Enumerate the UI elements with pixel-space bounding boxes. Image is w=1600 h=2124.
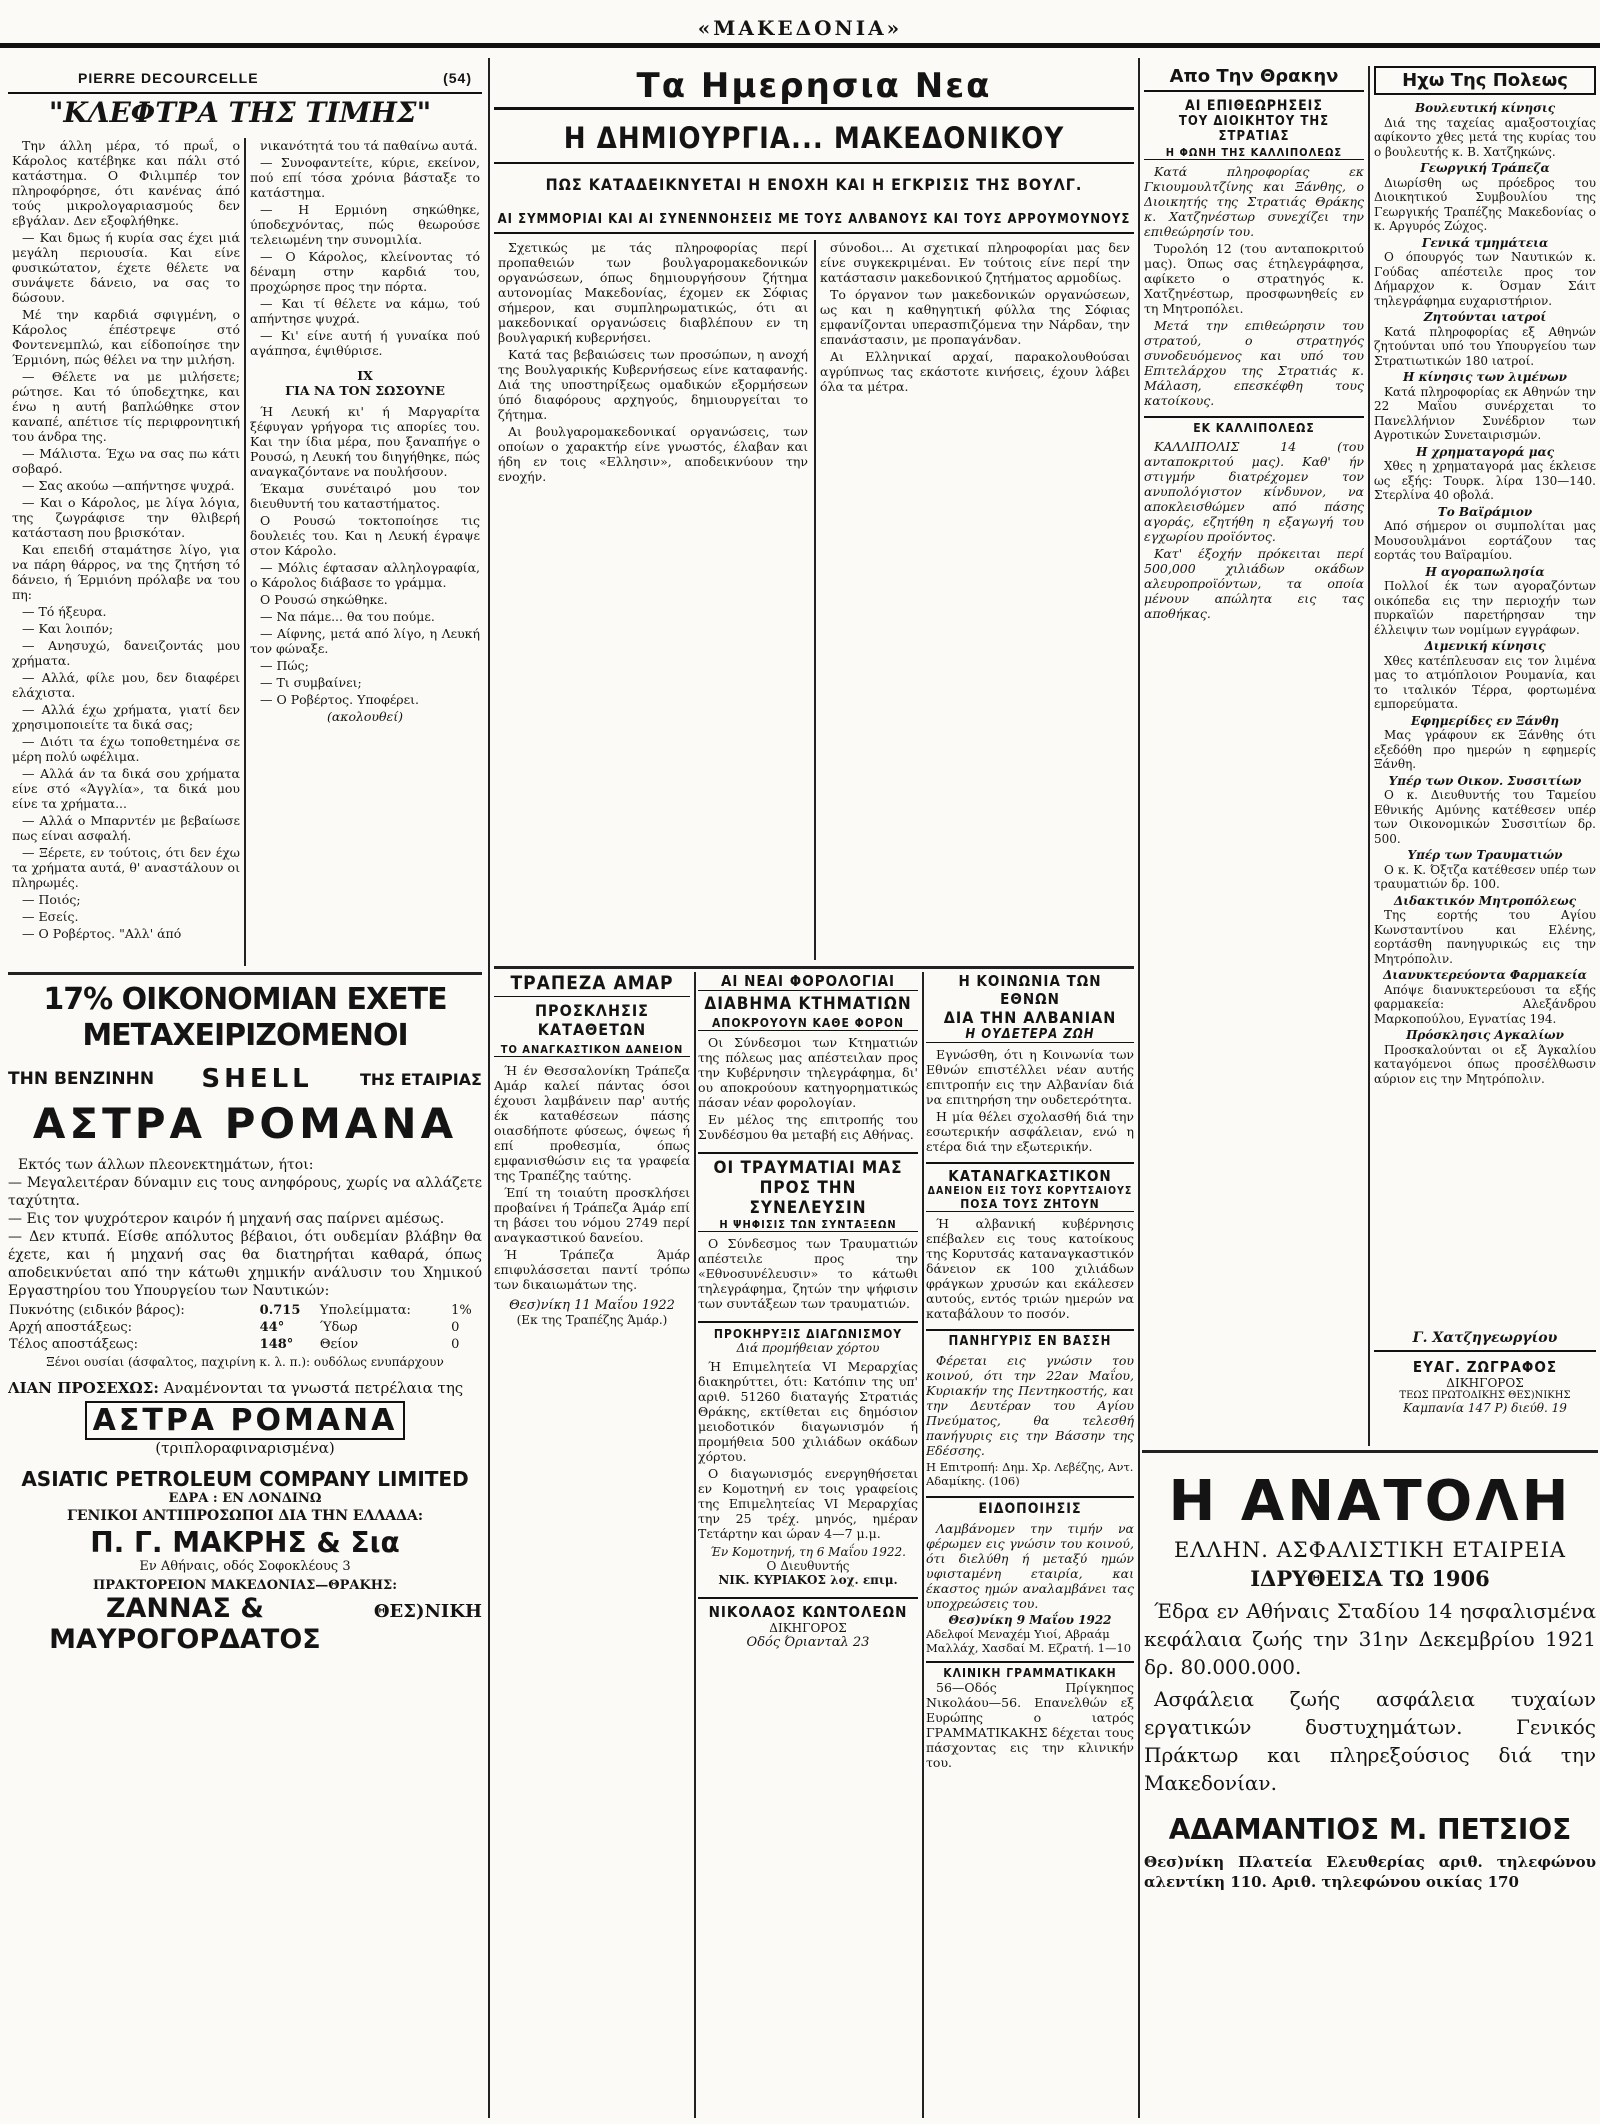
shell-caution-text: Αναμένονται τα γνωστά πετρέλαια της (163, 1379, 464, 1397)
poleos-item (1374, 848, 1596, 892)
anatoli-sub: ΕΛΛΗΝ. ΑΣΦΑΛΙΣΤΙΚΗ ΕΤΑΙΡΕΙΑ (1173, 1538, 1567, 1562)
serial-para: Και επειδή σταμάτησε λίγο, για να πάρη θάρρος, να της ζητήση τό δάνειο, ή Έρμιόνη πρόλαβε να του πη: (12, 542, 240, 602)
shell-office: ΖΑΝΝΑΣ & ΜΑΥΡΟΓΟΡΔΑΤΟΣ (49, 1593, 321, 1655)
anatoli-text-2: Ασφάλεια ζωής ασφάλεια τυχαίων εργατικών δυστυχημάτων. Γενικός Πράκτωρ και πληρεξούσιος διά την Μακεδονίαν. (1144, 1687, 1596, 1795)
poleos-item-text: Κατά πληροφορίας εξ Αθηνών ζητούνται υπό του Υπουργείου των Στρατιωτικών 180 ιατροί. (1374, 324, 1596, 368)
serial-para: Ή Λευκή κι' ή Μαργαρίτα ξέφυγαν γρήγορα τις απορίες του. Και την ίδια μέρα, που ξαναπήγε ο Ρουσώ, η Λευκή του διηγήθηκε, πώς αναγκαζόντανε να πουλήσουν. (250, 404, 480, 479)
zografos-address: Καμπανία 147 Ρ) διεύθ. 19 (1403, 1401, 1567, 1415)
to-be-continued: (ακολουθεί) (326, 709, 404, 724)
kliniki-title: ΚΛΙΝΙΚΗ ΓΡΑΜΜΑΤΙΚΑΚΗ (926, 1661, 1134, 1680)
traumatiai-sub: ΠΡΟΣ ΤΗΝ ΣΥΝΕΛΕΥΣΙΝ (749, 1178, 867, 1218)
section-rule (494, 966, 1134, 969)
traumatiai-para: Ο Σύνδεσμος των Τραυματιών απέστειλε προς την «Εθνοσυνέλευσιν» το κάτωθι τηλεγράφημα, ζητών την ψήφισιν των συντάξεων των τραυματιών. (698, 1236, 918, 1311)
shell-product: ΑΣΤΡΑ ΡΟΜΑΝΑ (32, 1099, 458, 1148)
serial-number: (54) (443, 70, 472, 86)
serial-para: — Ο Κάρολος, κλείνοντας τό δέναμη στην καρδιά του, προχώρησε προς την πόρτα. (250, 249, 480, 294)
eidopoiisis-body (926, 1521, 1134, 1611)
serial-para: — Αλλά, φίλε μου, δεν διαφέρει ελάχιστα. (12, 670, 240, 700)
forologiai-para: Οι Σύνδεσμοι των Κτηματιών της πόλεως μας απέστειλαν προς την Κυβέρνησιν τηλεγράφημα, δι' ου αποκρούουν κατηγορηματικώς πάσαν νέαν φορολογίαν. (698, 1035, 918, 1110)
lawyer-address: Οδός Όριανταλ 23 (746, 1635, 870, 1650)
forologiai-sub-2: ΑΠΟΚΡΟΥΟΥΝ ΚΑΘΕ ΦΟΡΟΝ (698, 1016, 918, 1031)
serial-col-2 (250, 138, 480, 966)
serial-para: — Ο Ροβέρτος. "Αλλ' άπό (22, 926, 182, 941)
serial-para: — Και τί θέλετε να κάμω, τού απήντησε ψυχρά. (250, 296, 480, 326)
diagonismos-para: Ο διαγωνισμός ενεργηθήσεται εν Κομοτηνή εν τοις γραφείοις της Επιμελητείας VI Μεραρχίας την 25 τρέχ. μηνός, ημέραν Τετάρτην και ώραν 4—7 μ.μ. (698, 1466, 918, 1541)
table-row (8, 1319, 482, 1336)
trapeza-sub: ΠΡΟΣΚΛΗΣΙΣ ΚΑΤΑΘΕΤΩΝ (534, 1001, 650, 1039)
serial-para: Μέ την καρδιά σφιγμένη, ο Κάρολος έπέστρεψε στό Φοντενεμπλώ, και είδοποίησε την Έρμιόνη, πώς θέλει να την μιλήση. (12, 307, 240, 367)
poleos-item (1374, 1028, 1596, 1086)
forologiai-sub: ΔΙΑΒΗΜΑ ΚΤΗΜΑΤΙΩΝ (704, 994, 912, 1014)
poleos-item-heading: Διμενική κίνησις (1424, 639, 1546, 653)
poleos-items (1374, 101, 1596, 1086)
thraki-body (1144, 164, 1364, 408)
table-cell: Ύδωρ (319, 1320, 358, 1335)
poleos-item-heading: Εφημερίδες εν Ξάνθη (1411, 713, 1559, 728)
poleos-footer (1374, 1330, 1596, 1446)
shell-bullet: — Δεν κτυπά. Είσθε απόλυτος βέβαιοι, ότι ουδεμίαν βλάβην θα έχετε, και ή μηχανή σας θα διατηρήται καθαρά, όπως αποδεικνύεται από την κάτωθι χημικήν ανάλυσιν του Χημικού Εργαστηρίου του Υπουργείου των Ναυτικών: (8, 1229, 482, 1299)
news-subheadline-2: ΑΙ ΣΥΜΜΟΡΙΑΙ ΚΑΙ ΑΙ ΣΥΝΕΝΝΟΗΣΕΙΣ ΜΕ ΤΟΥΣ ΑΛΒΑΝΟΥΣ ΚΑΙ ΤΟΥΣ ΑΡΡΟΥΜΟΥΝΟΥΣ (494, 208, 1134, 234)
poleos-sign: Γ. Χατζηγεωργίου (1374, 1330, 1596, 1352)
diagonismos-title: ΠΡΟΚΗΡΥΞΙΣ ΔΙΑΓΩΝΙΣΜΟΥ (698, 1321, 918, 1341)
newspaper-title: «ΜΑΚΕΔΟΝΙΑ» (697, 16, 903, 40)
table-row (8, 1302, 482, 1319)
forologiai-article (698, 972, 918, 2118)
trapeza-title: ΤΡΑΠΕΖΑ ΑΜΑΡ (494, 972, 690, 997)
news-body-right (820, 240, 1130, 960)
poleos-item (1374, 101, 1596, 159)
section-rule (8, 972, 482, 975)
masthead (0, 0, 1600, 48)
poleos-item (1374, 639, 1596, 712)
serial-col-1 (12, 138, 240, 966)
poleos-item (1374, 161, 1596, 234)
poleos-item-heading: Υπέρ των Τραυματιών (1407, 848, 1563, 862)
poleos-item-heading: Διδακτικόν Μητροπόλεως (1393, 893, 1577, 908)
diagonismos-para: Ή Επιμελητεία VI Μεραρχίας διακηρύττει, ότι: Κατόπιν της υπ' αριθ. 51260 διαταγής Στρατιάς Θράκης, εκτίθεται εις δημόσιον μειοδοτικόν διαγωνισμόν ή προμήθεια 500 χιλιάδων οκάδων χόρτου. (698, 1359, 918, 1464)
news-para: Αι βουλγαρομακεδονικαί οργανώσεις, των οποίων ο χαρακτήρ είνε γνωστός, έλαβαν και ήδη εν τοις «Ελλησιν», αποδεικνύουν την ενοχήν. (498, 424, 808, 484)
poleos-item-text: Ο κ. Κ. Όξτζα κατέθεσεν υπέρ των τραυματιών δρ. 100. (1374, 862, 1596, 891)
poleos-item-text: Απόψε διανυκτερεύουσι τα εξής φαρμακεία: Αλεξάνδρου Μαρκοπούλου, Εγνατίας 194. (1374, 982, 1596, 1026)
thraki-section (1144, 66, 1364, 1446)
poleos-item-heading: Γενικά τμημάτεια (1421, 235, 1549, 250)
kallipolis-title: ΕΚ ΚΑΛΛΙΠΟΛΕΩΣ (1144, 416, 1364, 435)
shell-bullet: — Μεγαλειτέραν δύναμιν εις τους ανηφόρους, χωρίς να αλλάζετε ταχύτητα. (8, 1175, 482, 1209)
traumatiai-sub-2: Η ΨΗΦΙΣΙΣ ΤΩΝ ΣΥΝΤΑΞΕΩΝ (698, 1218, 918, 1232)
serial-para: Ο Ρουσώ σηκώθηκε. (260, 592, 388, 607)
zografos-name: ΕΥΑΓ. ΖΩΓΡΑΦΟΣ (1412, 1358, 1558, 1376)
column-divider (814, 240, 816, 960)
panigyris-sign: Η Επιτροπή: Δημ. Χρ. Λεβέζης, Αντ. Αδαμίκης. (106) (926, 1460, 1134, 1488)
shell-office-label: ΠΡΑΚΤΟΡΕΙΟΝ ΜΑΚΕΔΟΝΙΑΣ—ΘΡΑΚΗΣ: (92, 1578, 398, 1593)
eidopoiisis-title: ΕΙΔΟΠΟΙΗΣΙΣ (926, 1496, 1134, 1517)
table-cell: Θείον (319, 1337, 359, 1352)
serial-para: Ο Ρουσώ τοκτοποίησε τις δουλειές του. Και η Λευκή έγραψε στον Κάρολο. (250, 513, 480, 558)
kallipolis-body (1144, 439, 1364, 621)
shell-bullet: — Εις τον ψυχρότερον καιρόν ή μηχανή σας παίρνει αμέσως. (8, 1211, 445, 1227)
koinonia-title: Η ΚΟΙΝΩΝΙΑ ΤΩΝ ΕΘΝΩΝ (958, 972, 1102, 1008)
poleos-item-heading: Το Βαϊράμιον (1437, 504, 1533, 519)
shell-left-label: ΤΗΝ ΒΕΝΖΙΝΗΝ (8, 1069, 155, 1089)
shell-other: Ξένοι ουσίαι (άσφαλτος, παχιρίνη κ. λ. π.): ουδόλως ενυπάρχουν (46, 1355, 444, 1369)
table-cell: Τέλος αποστάξεως: (9, 1337, 139, 1352)
koinonia-body (926, 1047, 1134, 1154)
katanagkastikon-sub: ΔΑΝΕΙΟΝ ΕΙΣ ΤΟΥΣ ΚΟΡΥΤΣΑΙΟΥΣ (927, 1185, 1133, 1197)
shell-product2-note: (τριπλοραφιναρισμένα) (155, 1439, 335, 1457)
serial-para: — Ξέρετε, εν τούτοις, ότι δεν έχω τα χρήματα αυτά, θ' αναστάλουν οι πληρωμές. (12, 845, 240, 890)
trapeza-article (494, 972, 690, 2118)
poleos-item-heading: Βουλευτική κίνησις (1414, 101, 1556, 115)
kallipolis-para: Κατ' έξοχήν πρόκειται περί 500,000 χιλιάδων οκάδων αλευροπροϊόντων, τα οποία μένουν απώλητα εις τας αποθήκας. (1144, 546, 1364, 621)
katanagkastikon-body (926, 1216, 1134, 1321)
eidopoiisis-sign: Αδελφοί Μεναχέμ Υιοί, Αβραάμ Μαλλάχ, Χασδαί Μ. Εζρατή. 1—10 (926, 1627, 1132, 1655)
column-divider (1368, 66, 1370, 1446)
serial-para: — Εσείς. (22, 909, 79, 924)
table-cell: 44° (259, 1320, 285, 1335)
table-cell: 1% (451, 1303, 472, 1318)
thraki-title: ΑΙ ΕΠΙΘΕΩΡΗΣΕΙΣ (1185, 98, 1323, 114)
news-para: σύνοδοι... Αι σχετικαί πληροφορίαι μας δεν είνε συγκεκριμέναι. Εν τούτοις είνε περί την κατάστασιν μακεδονικού ζητήματος αρμοδίως. (820, 240, 1130, 285)
kallipolis-para: ΚΑΛΛΙΠΟΛΙΣ 14 (του ανταποκριτού μας). Καθ' ήν στιγμήν διατρέχομεν τον ανυπολόγιστον κίνδυνον, να αποκλεισθώμεν από πάσης αγοράς, εζητήθη η εξαγωγή του εγχωρίου προϊόντος. (1144, 439, 1364, 544)
panigyris-title: ΠΑΝΗΓΥΡΙΣ ΕΝ ΒΑΣΣΗ (926, 1329, 1134, 1349)
poleos-item-heading: Η χρηματαγορά μας (1415, 444, 1555, 459)
table-cell: Πυκνότης (ειδικόν βάρος): (9, 1303, 185, 1318)
kliniki-body (926, 1680, 1134, 1770)
shell-caution-label: ΛΙΑΝ ΠΡΟΣΕΧΩΣ: (8, 1379, 159, 1397)
poleos-item (1374, 565, 1596, 638)
column-divider (1138, 58, 1140, 2118)
trapeza-body (494, 1063, 690, 1292)
table-row (8, 1336, 482, 1353)
shell-ad (8, 978, 482, 2118)
anatoli-title: Η ΑΝΑΤΟΛΗ (1168, 1469, 1572, 1534)
poleos-item-text: Διά της ταχείας αμαξοστοιχίας αφίκοντο χθες μετά της κυρίας του ο βουλευτής κ. Β. Χατζηκώνς. (1374, 115, 1596, 159)
shell-seat: ΕΔΡΑ : ΕΝ ΛΟΝΔΙΝΩ (168, 1491, 322, 1506)
koinonia-sub-2: Η ΟΥΔΕΤΕΡΑ ΖΩΗ (926, 1027, 1134, 1043)
poleos-item-text: Προσκαλούνται οι εξ Άγκαλίου καταγόμενοι όπως προσέλθωσιν αύριον εις την Μητρόπολιν. (1374, 1042, 1596, 1086)
serial-para: — Κι' είνε αυτή ή γυναίκα πού αγάπησα, έψιθύρισε. (250, 328, 480, 358)
thraki-sub-2: Η ΦΩΝΗ ΤΗΣ ΚΑΛΛΙΠΟΛΕΩΣ (1144, 146, 1364, 160)
koinonia-para: Η μία θέλει σχολασθή διά την εσωτερικήν ασφάλειαν, ενώ η ετέρα διά την εξωτερικήν. (926, 1109, 1134, 1154)
poleos-item-text: Από σήμερον οι συμπολίται μας Μουσουλμάνοι εορτάζουν τας εορτάς του Βαϊραμίου. (1374, 519, 1596, 562)
anatoli-founded: ΙΔΡΥΘΕΙΣΑ ΤΩ 1906 (1250, 1566, 1490, 1591)
serial-para: — Τό ήξευρα. (22, 604, 107, 619)
shell-headline: 17% ΟΙΚΟΝΟΜΙΑΝ ΕΧΕΤΕ ΜΕΤΑΧΕΙΡΙΖΟΜΕΝΟΙ (43, 982, 447, 1053)
poleos-banner: Ηχω Της Πολεως (1374, 66, 1596, 95)
column-divider (922, 972, 924, 2118)
shell-agents-label: ΓΕΝΙΚΟΙ ΑΝΤΙΠΡΟΣΩΠΟΙ ΔΙΑ ΤΗΝ ΕΛΛΑΔΑ: (66, 1508, 424, 1524)
news-subheadline: ΠΩΣ ΚΑΤΑΔΕΙΚΝΥΕΤΑΙ Η ΕΝΟΧΗ ΚΑΙ Η ΕΓΚΡΙΣΙΣ ΤΗΣ ΒΟΥΛΓ. (545, 175, 1083, 194)
poleos-item (1374, 310, 1596, 368)
shell-intro: Εκτός των άλλων πλεονεκτημάτων, ήτοι: (18, 1157, 314, 1173)
katanagkastikon-para: Ή αλβανική κυβέρνησις επέβαλεν εις τους κατοίκους της Κορυτσάς καταναγκαστικόν δάνειον εκ 100 χιλιάδων φράγκων χρυσών και εκάλεσεν αυτούς, εντός τριών ημερών να καταβάλουν το ποσόν. (926, 1216, 1134, 1321)
column-divider (488, 58, 490, 2118)
news-headline: Η ΔΗΜΙΟΥΡΓΙΑ... ΜΑΚΕΔΟΝΙΚΟΥ (494, 116, 1134, 164)
poleos-item (1374, 505, 1596, 563)
poleos-item (1374, 370, 1596, 443)
shell-body (8, 1156, 482, 1300)
serial-para: — Ανησυχώ, δανειζοντάς μου χρήματα. (12, 638, 240, 668)
diagonismos-sub: Διά προμήθειαν χόρτου (736, 1341, 880, 1355)
table-cell: 0 (451, 1320, 460, 1335)
shell-analysis-table (8, 1302, 482, 1353)
panigyris-para: Φέρεται εις γνώσιν του κοινού, ότι την 22αν Μαΐου, Κυριακήν της Πεντηκοστής, και την Δευτέραν του Αγίου Πνεύματος, θα τελεσθή πανήγυρις εις την Βάσσην της Εδέσσης. (926, 1353, 1134, 1458)
serial-para: — Αίφνης, μετά από λίγο, η Λευκή τον φώναξε. (250, 626, 480, 656)
zografos-role: ΔΙΚΗΓΟΡΟΣ (1446, 1376, 1524, 1390)
shell-right-label: ΤΗΣ ΕΤΑΙΡΙΑΣ (360, 1069, 482, 1089)
shell-caution (8, 1379, 482, 1397)
poleos-item-text: Ο κ. Διευθυντής του Ταμείου Εθνικής Αμύνης κατέθεσεν υπέρ των Οικονομικών Συσσιτίων δρ. 500. (1374, 788, 1596, 846)
poleos-item (1374, 894, 1596, 967)
poleos-item-text: Πολλοί έκ των αγοραζόντων οικόπεδα εις την περιοχήν των πυρκαϊών παρετήρησαν την έλλειψιν των νομίμων εγγράφων. (1374, 579, 1596, 637)
table-cell: 0 (451, 1337, 460, 1352)
koinonia-article (926, 972, 1134, 2118)
table-cell: Αρχή αποστάξεως: (9, 1320, 132, 1335)
koinonia-para: Εγνώσθη, ότι η Κοινωνία των Εθνών επιστέλλει νέαν αυτής επιτροπήν εις την Αλβανίαν διά να επιτηρήση την ουδετερότητα. (926, 1047, 1134, 1107)
anatoli-text-1: Έδρα εν Αθήναις Σταδίου 14 ησφαλισμένα κεφάλαια ζωής την 31ην Δεκεμβρίου 1921 δρ. 80.000.000. (1144, 1599, 1596, 1679)
diagonismos-sign-name: ΝΙΚ. ΚΥΡΙΑΚΟΣ λοχ. επιμ. (718, 1573, 898, 1587)
poleos-item (1374, 445, 1596, 503)
trapeza-para: Έπί τη τοιαύτη προσκλήσει προβαίνει ή Τράπεζα Άμάρ επί τη βάσει του νόμου 2749 περί αναγκαστικού δανείου. (494, 1185, 690, 1245)
poleos-item-text: Μας γράφουν εκ Ξάνθης ότι εξεδόθη προ ημερών η εφημερίς Ξάνθη. (1374, 728, 1596, 771)
thraki-banner: Απο Την Θρακην (1144, 66, 1364, 92)
chapter-title: ΓΙΑ ΝΑ ΤΟΝ ΣΩΣΟΥΝΕ (285, 383, 445, 398)
serial-para: Έκαμα συνέταιρό μου τον διευθυντή του καταστήματος. (250, 481, 480, 511)
serial-header (8, 66, 482, 94)
poleos-section (1374, 66, 1596, 1446)
katanagkastikon-sub-2: ΠΟΣΑ ΤΟΥΣ ΖΗΤΟΥΝ (926, 1197, 1134, 1212)
news-para: Αι Ελληνικαί αρχαί, παρακολουθούσαι αγρύπνως τας εκάστοτε κινήσεις, έχουν λάβει όλα τα μέτρα. (820, 349, 1130, 394)
diagonismos-sign: Ο Διευθυντής (766, 1559, 850, 1573)
serial-title: "ΚΛΕΦΤΡΑ ΤΗΣ ΤΙΜΗΣ" (48, 96, 432, 129)
trapeza-date: Θεσ)νίκη 11 Μαΐου 1922 (509, 1298, 675, 1313)
news-para: Το όργανον των μακεδονικών οργανώσεων, ως και η καθηγητική φύλλα της Σόφιας εμφανίζονται υπερασπιζόμενα την Νάρδαν, την επανάστασιν, με προπαγάνδαν. (820, 287, 1130, 347)
panigyris-body (926, 1353, 1134, 1458)
poleos-item-text: Ο όπουργός των Ναυτικών κ. Γούδας απέστειλε προς τον Δήμαρχον κ. Όσμαν Σάιτ τηλεγράφημα ευχαριστήριον. (1374, 250, 1596, 308)
poleos-item-text: Χθες η χρηματαγορά μας έκλεισε ως εξής: Τουρκ. λίρα 130—140. Στερλίνα 40 οβολά. (1374, 459, 1596, 502)
shell-product2: ΑΣΤΡΑ ΡΟΜΑΝΑ (85, 1401, 406, 1440)
serial-para: — Διότι τα έχω τοποθετημένα σε μέρη πολύ ωφέλιμα. (12, 734, 240, 764)
serial-para: — Να πάμε... θα του πούμε. (260, 609, 435, 624)
eidopoiisis-para: Λαμβάνομεν την τιμήν να φέρωμεν εις γνώσιν του κοινού, ότι διελύθη ή μεταξύ ημών υφισταμένη εταιρία, και έκαστος ημών αναλαμβάνει τας υποχρεώσεις του. (926, 1521, 1134, 1611)
thraki-para: Μετά την επιθεώρησιν του στρατού, ο στρατηγός συνοδευόμενος και υπό του Επιτελάρχου της Στρατιάς κ. Μάλαση, επεσκέφθη τους κατοίκους. (1144, 318, 1364, 408)
serial-para: — Τι συμβαίνει; (260, 675, 362, 690)
serial-para: — Μόλις έφτασαν αλληλογραφία, ο Κάρολος διάβασε το γράμμα. (250, 560, 480, 590)
poleos-item-heading: Διανυκτερεύοντα Φαρμακεία (1383, 968, 1587, 982)
shell-product2-row (8, 1403, 482, 1457)
poleos-item (1374, 774, 1596, 847)
diagonismos-body (698, 1359, 918, 1541)
anatoli-ad (1144, 1456, 1596, 2118)
anatoli-address: Θεσ)νίκη Πλατεία Ελευθερίας αριθ. τηλεφώνου αλεντίκη 110. Αριθ. τηλεφώνου οικίας 170 (1144, 1853, 1596, 1891)
serial-para: νικανότητά του τά παθαίνω αυτά. (260, 138, 478, 153)
poleos-item-text: Της εορτής του Αγίου Κωνσταντίνου και Ελένης, εορτάσθη πανηγυρικώς εις την Μητρόπολιν. (1374, 908, 1596, 966)
koinonia-sub: ΔΙΑ ΤΗΝ ΑΛΒΑΝΙΑΝ (943, 1008, 1117, 1027)
table-cell: 148° (259, 1337, 294, 1352)
section-rule (1142, 1450, 1598, 1453)
column-divider (244, 138, 246, 966)
news-para: Κατά τας βεβαιώσεις των προσώπων, η ανοχή της Βουλγαρικής Κυβερνήσεως είνε καταφανής. Διά της υποστηρίξεως ομαδικών εξορμήσεων ύπό διαφόρους αρχηγούς, δημιουργείται το ζήτημα. (498, 347, 808, 422)
trapeza-para: Ή Τράπεζα Άμάρ επιφυλάσσεται παντί τρόπω των δικαιωμάτων της. (494, 1247, 690, 1292)
poleos-item-text: Χθες κατέπλευσαν εις τον λιμένα μας το ατμόπλοιον Ρουμανία, και το ιταλικόν Τέρρα, φορτωμένα εμπορεύματα. (1374, 653, 1596, 711)
trapeza-para: Ή έν Θεσσαλονίκη Τράπεζα Αμάρ καλεί πάντας όσοι έχουσι λαμβάνειν παρ' αυτής έκ καταθέσεων πάσης οιασδήποτε φύσεως, όψεως ή επί προθεσμία, όπως εμφανισθώσιν εις τα γραφεία της Τραπέζης ταύτης. (494, 1063, 690, 1183)
trapeza-sub-2: ΤΟ ΑΝΑΓΚΑΣΤΙΚΟΝ ΔΑΝΕΙΟΝ (494, 1043, 690, 1057)
serial-para: — Αλλά ο Μπαρντέν με βεβαίωσε πως είναι ασφαλή. (12, 813, 240, 843)
poleos-item-heading: Πρόσκλησις Αγκαλίων (1406, 1028, 1564, 1042)
shell-brand: SHELL (201, 1064, 313, 1094)
forologiai-body (698, 1035, 918, 1142)
shell-office-city: ΘΕΣ)ΝΙΚΗ (373, 1601, 482, 1622)
news-body-left (498, 240, 808, 960)
traumatiai-title: ΟΙ ΤΡΑΥΜΑΤΙΑΙ ΜΑΣ (698, 1152, 918, 1178)
serial-para: Την άλλη μέρα, τό πρωΐ, ο Κάρολος κατέβηκε και πάλι στό κατάστημα. Ο Φιλιμπέρ τον πληροφόρησε, ότι κανένας άπό τούς μικρολογαριασμούς δεν εβγάλαν. Δεν εξοφλήθηκε. (12, 138, 240, 228)
poleos-item-text: Διωρίσθη ως πρόεδρος του Διοικητικού Συμβουλίου της Γεωργικής Τραπέζης Μακεδονίας ο κ. Αργυρός Ζώχος. (1374, 175, 1596, 233)
shell-company: ASIATIC PETROLEUM COMPANY LIMITED (21, 1467, 469, 1491)
poleos-item (1374, 968, 1596, 1026)
news-banner: Τα Ημερησια Νεα (494, 66, 1134, 110)
poleos-item-heading: Υπέρ των Οικον. Συσσιτίων (1388, 773, 1582, 788)
eidopoiisis-date: Θεσ)νίκη 9 Μαΐου 1922 (948, 1613, 1112, 1627)
diagonismos-place-date: Έν Κομοτηνή, τη 6 Μαΐου 1922. (710, 1545, 906, 1559)
forologiai-para: Εν μέλος της επιτροπής του Συνδέσμου θα μεταβή εις Αθήνας. (698, 1112, 918, 1142)
trapeza-sign: (Εκ της Τραπέζης Άμάρ.) (516, 1313, 668, 1327)
serial-para: — Θέλετε να με μιλήσετε; ρώτησε. Και τό ύποδεχτηκε, και ένω η αυτή βαπλώθηκε στον καναπέ, απέτισε τίς περιφρονητική του άνδρα της. (12, 369, 240, 444)
poleos-item-text: Κατά πληροφορίας εκ Αθηνών την 22 Μαΐου συνέρχεται το Πανελλήνιον Συνέδριον των Αγροτικών Συνεταιρισμών. (1374, 384, 1596, 442)
lawyer-box (698, 1597, 918, 1650)
serial-para: — Και δμως ή κυρία σας έχει μιά μεγάλη περιουσία. Και είνε φυσικώτατον, έχετε θέλετε να συνάψετε δάνειο, να σας το δώσουν. (12, 230, 240, 305)
serial-author: PIERRE DECOURCELLE (78, 70, 259, 86)
serial-para: — Συνοφαντείτε, κύριε, εκείνον, πού επί τόσα χρόνια βάσταξε το κατάστημα. (250, 155, 480, 200)
serial-para: — Ο Ροβέρτος. Υποφέρει. (260, 692, 419, 707)
poleos-item (1374, 236, 1596, 309)
table-cell: 0.715 (259, 1303, 301, 1318)
zografos-prev: ΤΕΩΣ ΠΡΩΤΟΔΙΚΗΣ ΘΕΣ)ΝΙΚΗΣ (1399, 1390, 1571, 1401)
kliniki-para: 56—Οδός Πρίγκηπος Νικολάου—56. Επανελθών εξ Ευρώπης ο ιατρός ΓΡΑΜΜΑΤΙΚΑΚΗΣ δέχεται τους πάσχοντας εις την κλινικήν του. (926, 1680, 1134, 1770)
poleos-item-heading: Η κίνησις των λιμένων (1403, 370, 1567, 384)
serial-para: — Και λοιπόν; (22, 621, 114, 636)
table-cell: Υπολείμματα: (319, 1303, 411, 1318)
shell-agents-address: Εν Αθήναις, οδός Σοφοκλέους 3 (139, 1559, 351, 1574)
poleos-item-heading: Ζητούνται ιατροί (1423, 310, 1547, 324)
serial-para: — Η Ερμιόνη σηκώθηκε, ύποδεχνόντας, πώς θεωρούσε τελειωμένη την συνομιλία. (250, 202, 480, 247)
katanagkastikon-title: ΚΑΤΑΝΑΓΚΑΣΤΙΚΟΝ (926, 1162, 1134, 1185)
shell-office-row (8, 1593, 482, 1655)
lawyer-name: ΝΙΚΟΛΑΟΣ ΚΩΝΤΟΛΕΩΝ (708, 1603, 908, 1621)
poleos-item (1374, 714, 1596, 772)
forologiai-title: ΑΙ ΝΕΑΙ ΦΟΡΟΛΟΓΙΑΙ (698, 972, 918, 991)
thraki-para: Κατά πληροφορίας εκ Γκιουμουλτζίνης και Ξάνθης, ο Διοικητής της Στρατιάς Θράκης κ. Χατζηνέστωρ συνεχίζει την επιθεώρησίν του. (1144, 164, 1364, 239)
thraki-sub: ΤΟΥ ΔΙΟΙΚΗΤΟΥ ΤΗΣ ΣΤΡΑΤΙΑΣ (1178, 114, 1330, 144)
traumatiai-body (698, 1236, 918, 1311)
thraki-para: Τυρολόη 12 (του ανταποκριτού μας). Όπως σας έτηλεγράφησα, αφίκετο ο στρατηγός κ. Χατζηνέστωρ, προσφωνηθείς εν τη Μητροπόλει. (1144, 241, 1364, 316)
serial-para: — Αλλά άν τα δικά σου χρήματα είνε στό «Άγγλία», τα δικά μου είνε τα χρήματα... (12, 766, 240, 811)
serial-para: — Πώς; (260, 658, 309, 673)
chapter-number: IX (357, 368, 373, 383)
serial-para: — Σας ακούω —απήντησε ψυχρά. (22, 478, 235, 493)
serial-para: — Και ο Κάρολος, με λίγα λόγια, της ζωγράφισε την θλιβερή κατάσταση που βρισκόταν. (12, 495, 240, 540)
serial-para: — Αλλά έχω χρήματα, γιατί δεν χρησιμοποιείτε τα δικά σας; (12, 702, 240, 732)
serial-para: — Ποιός; (22, 892, 81, 907)
lawyer-role: ΔΙΚΗΓΟΡΟΣ (769, 1621, 847, 1635)
anatoli-agent: ΑΔΑΜΑΝΤΙΟΣ Μ. ΠΕΤΣΙΟΣ (1168, 1813, 1572, 1846)
poleos-item-heading: Γεωργική Τράπεζα (1420, 161, 1550, 175)
serial-para: — Μάλιστα. Έχω να σας πω κάτι σοβαρό. (12, 446, 240, 476)
poleos-item-heading: Η αγοραπωλησία (1425, 564, 1545, 579)
news-para: Σχετικώς με τάς πληροφορίας περί προπαθειών των βουλγαρομακεδονικών οργανώσεων, όπως δημιουργήσουν ζήτημα αυτονομίας Μακεδονίας, έχομεν εκ Σόφιας σήμερον, και συμπληρωματικώς, ότι αι μακεδονικαί οργανώσεις διαβλέπουν εν τη βουλγαρική κυβερνήσει. (498, 240, 808, 345)
shell-brand-row (8, 1064, 482, 1094)
column-divider (694, 972, 696, 2118)
shell-agents: Π. Γ. ΜΑΚΡΗΣ & Σια (90, 1526, 400, 1559)
